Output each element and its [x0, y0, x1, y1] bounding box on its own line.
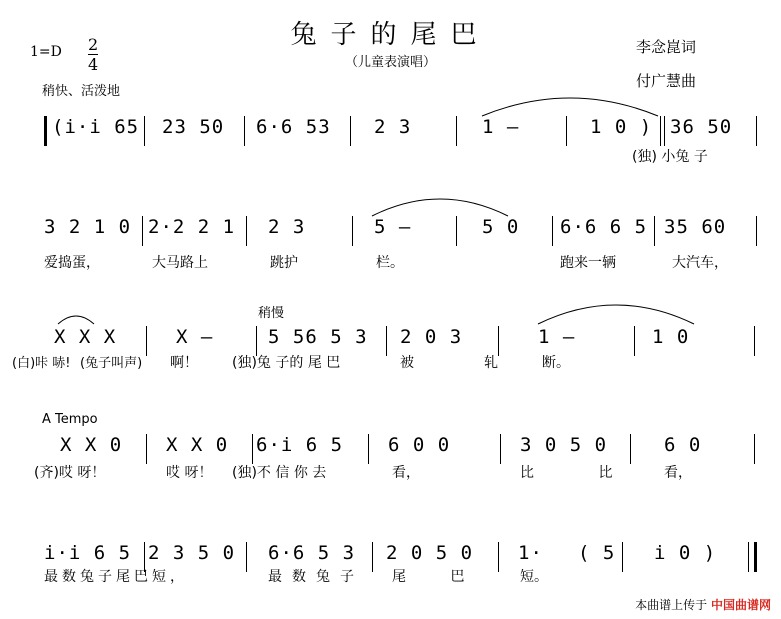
tempo-marking: 稍快、活泼地	[42, 84, 121, 99]
composer-credit: 付广慧曲	[636, 72, 697, 90]
score-row-2	[42, 210, 762, 270]
a-tempo-marking: A Tempo	[42, 412, 98, 427]
lyric: (齐)哎 呀！	[34, 465, 106, 481]
lyric: 被	[400, 355, 414, 371]
song-title: 兔子的尾巴	[290, 20, 491, 50]
measure: 6·6 53	[256, 116, 331, 138]
measure: 2·2 2 1	[148, 216, 236, 238]
measure: i 0 )	[654, 542, 717, 564]
lyric: 跳护	[270, 255, 298, 271]
measure: 2 0 5 0	[386, 542, 474, 564]
measure: 3 0 5 0	[520, 434, 608, 456]
measure: 2 3	[374, 116, 412, 138]
measure: 2 3	[268, 216, 306, 238]
measure: 1 0 )	[590, 116, 653, 138]
measure: 6 0 0	[388, 434, 451, 456]
footer-text: 本曲谱上传于	[635, 598, 708, 612]
lyric: 哎 呀！	[166, 465, 213, 481]
lyric: 啊！	[170, 355, 198, 371]
measure: 2 0 3	[400, 326, 463, 348]
measure: 1 0	[652, 326, 690, 348]
site-brand-logo: 中国曲谱网	[710, 598, 771, 612]
lyric: 最数兔子尾巴短，	[44, 569, 188, 585]
tempo-change-marking: 稍慢	[258, 306, 285, 321]
lyric: (独)兔 子的 尾 巴	[232, 355, 341, 371]
key-signature: 1=D	[30, 44, 62, 60]
measure: X X 0	[166, 434, 229, 456]
lyric: 跑来一辆	[560, 255, 616, 271]
lyric: (独) 小兔 子	[632, 149, 708, 165]
lyric: (独)不 信 你 去	[232, 465, 327, 481]
measure: 3 2 1 0	[44, 216, 132, 238]
measure: 1 –	[538, 326, 576, 348]
lyric: 栏。	[376, 255, 404, 271]
measure: 36 50	[670, 116, 733, 138]
lyric: 大汽车，	[672, 255, 728, 271]
lyric: 爱捣蛋，	[44, 255, 100, 271]
measure: (i·i 65	[52, 116, 140, 138]
score-row-4	[34, 428, 762, 488]
measure: 1 –	[482, 116, 520, 138]
measure: 6·i 6 5	[256, 434, 344, 456]
measure: 6·6 6 5	[560, 216, 648, 238]
measure: 1·	[518, 542, 543, 564]
measure: 2 3 5 0	[148, 542, 236, 564]
score-row-1	[42, 110, 762, 170]
lyric: 短。	[520, 569, 548, 585]
lyric: 大马路上	[152, 255, 208, 271]
measure: 6·6 5 3	[268, 542, 356, 564]
measure: 35 60	[664, 216, 727, 238]
lyric: 尾 巴	[392, 569, 485, 585]
score-row-5	[42, 536, 762, 596]
measure: ( 5	[578, 542, 616, 564]
lyric: 最数兔子	[268, 569, 364, 585]
measure: X –	[176, 326, 214, 348]
time-signature	[88, 36, 98, 73]
lyric: (兔子叫声)	[80, 356, 143, 371]
lyric: 断。	[542, 355, 570, 371]
lyric: 看，	[392, 465, 420, 481]
song-subtitle: （儿童表演唱）	[344, 55, 436, 70]
lyric: 比 比	[520, 465, 643, 481]
lyric: (白)咔 哧!	[12, 356, 71, 371]
measure: 6 0	[664, 434, 702, 456]
source-footer	[635, 596, 771, 613]
measure: 5 56 5 3	[268, 326, 368, 348]
measure: X X X	[54, 326, 117, 348]
measure: 5 –	[374, 216, 412, 238]
lyric: 轧	[484, 355, 498, 371]
measure: 5 0	[482, 216, 520, 238]
score-row-3	[12, 320, 762, 380]
lyric: 看，	[664, 465, 692, 481]
measure: 23 50	[162, 116, 225, 138]
time-signature-top: 2	[88, 35, 99, 54]
lyricist-credit: 李念崑词	[636, 38, 697, 56]
time-signature-bottom: 4	[88, 55, 99, 74]
measure: X X 0	[60, 434, 123, 456]
measure: i·i 6 5	[44, 542, 132, 564]
